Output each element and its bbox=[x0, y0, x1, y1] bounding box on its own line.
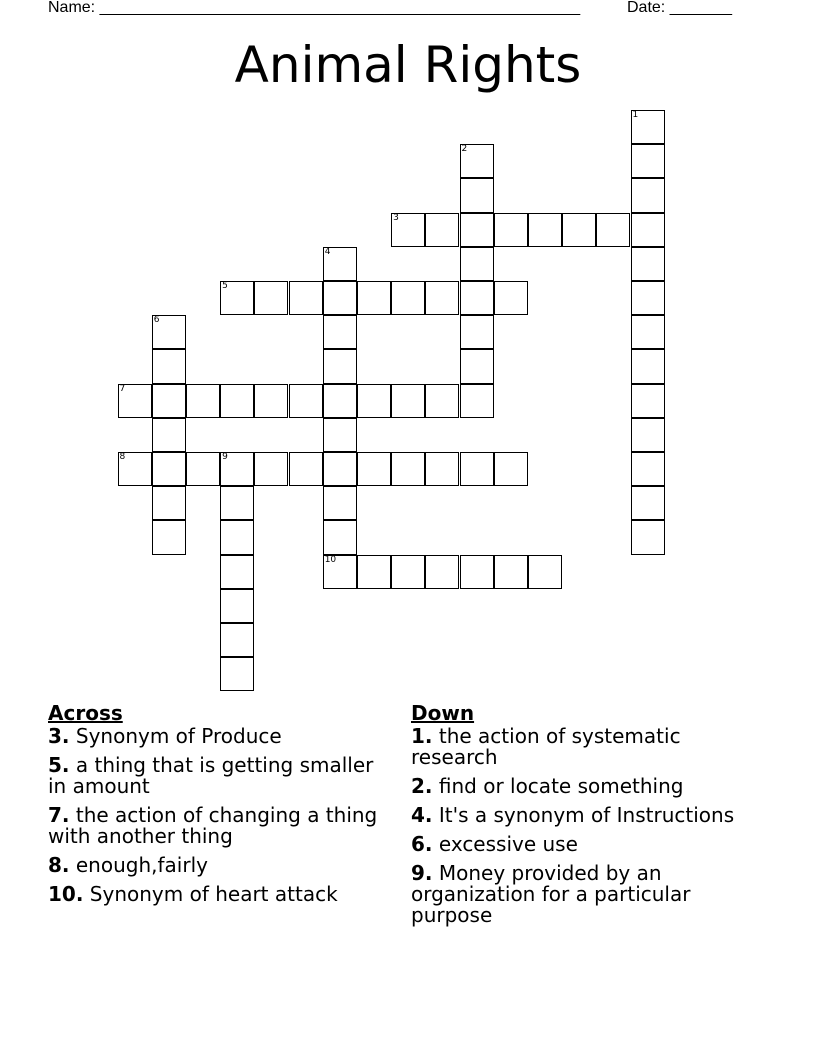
down-clue bbox=[411, 776, 756, 797]
grid-cell[interactable] bbox=[118, 452, 152, 486]
grid-cell[interactable] bbox=[631, 520, 665, 554]
grid-cell[interactable] bbox=[631, 281, 665, 315]
grid-cell[interactable] bbox=[460, 178, 494, 212]
grid-cell[interactable] bbox=[186, 384, 220, 418]
grid-cell[interactable] bbox=[631, 110, 665, 144]
grid-cell[interactable] bbox=[220, 281, 254, 315]
grid-cell[interactable] bbox=[631, 144, 665, 178]
grid-cell[interactable] bbox=[323, 281, 357, 315]
clue-number: 3 bbox=[393, 212, 399, 223]
grid-cell[interactable] bbox=[152, 349, 186, 383]
grid-cell[interactable] bbox=[460, 315, 494, 349]
across-clues bbox=[48, 700, 393, 913]
clue-number: 7 bbox=[119, 383, 126, 394]
grid-cell[interactable] bbox=[323, 349, 357, 383]
grid-cell[interactable] bbox=[425, 281, 459, 315]
grid-cell[interactable] bbox=[528, 213, 562, 247]
down-clue bbox=[411, 726, 756, 768]
grid-cell[interactable] bbox=[391, 452, 425, 486]
grid-cell[interactable] bbox=[631, 384, 665, 418]
grid-cell[interactable] bbox=[631, 178, 665, 212]
grid-cell[interactable] bbox=[494, 281, 528, 315]
across-clue bbox=[48, 855, 393, 876]
grid-cell[interactable] bbox=[631, 418, 665, 452]
clue-text: enough,fairly bbox=[75, 853, 208, 877]
grid-cell[interactable] bbox=[254, 452, 288, 486]
clue-number: 6 bbox=[153, 315, 160, 326]
clue-number: 2. bbox=[411, 774, 433, 798]
down-heading: Down bbox=[411, 701, 475, 725]
clue-text: a thing that is getting smaller in amount bbox=[48, 753, 374, 798]
grid-cell[interactable] bbox=[357, 452, 391, 486]
grid-cell[interactable] bbox=[494, 555, 528, 589]
grid-cell[interactable] bbox=[357, 555, 391, 589]
clue-number: 10. bbox=[48, 882, 84, 906]
down-clue bbox=[411, 834, 756, 855]
grid-cell[interactable] bbox=[460, 452, 494, 486]
clue-number: 3. bbox=[48, 724, 70, 748]
grid-cell[interactable] bbox=[220, 657, 254, 691]
page-title: Animal Rights bbox=[234, 36, 582, 94]
grid-cell[interactable] bbox=[152, 418, 186, 452]
clue-number: 9 bbox=[222, 452, 228, 462]
grid-cell[interactable] bbox=[460, 555, 494, 589]
clue-number: 4. bbox=[411, 803, 433, 827]
grid-cell[interactable] bbox=[460, 281, 494, 315]
clue-number: 1 bbox=[632, 110, 639, 120]
grid-cell[interactable] bbox=[323, 418, 357, 452]
grid-cell[interactable] bbox=[391, 281, 425, 315]
grid-cell[interactable] bbox=[323, 486, 357, 520]
grid-cell[interactable] bbox=[220, 623, 254, 657]
grid-cell[interactable] bbox=[631, 452, 665, 486]
down-clues bbox=[411, 700, 756, 934]
across-clue bbox=[48, 755, 393, 797]
grid-cell[interactable] bbox=[425, 452, 459, 486]
grid-cell[interactable] bbox=[596, 213, 630, 247]
grid-cell[interactable] bbox=[152, 452, 186, 486]
clue-number: 4 bbox=[324, 246, 331, 257]
grid-cell[interactable] bbox=[460, 213, 494, 247]
grid-cell[interactable] bbox=[425, 213, 459, 247]
grid-cell[interactable] bbox=[391, 384, 425, 418]
clue-text: Synonym of heart attack bbox=[89, 882, 338, 906]
grid-cell[interactable] bbox=[460, 247, 494, 281]
grid-cell[interactable] bbox=[152, 384, 186, 418]
grid-cell[interactable] bbox=[220, 589, 254, 623]
grid-cell[interactable] bbox=[425, 555, 459, 589]
grid-cell[interactable] bbox=[631, 213, 665, 247]
grid-cell[interactable] bbox=[118, 384, 152, 418]
grid-cell[interactable] bbox=[357, 384, 391, 418]
clue-number: 5 bbox=[222, 281, 228, 291]
down-clue bbox=[411, 863, 756, 926]
clue-number: 7. bbox=[48, 803, 70, 827]
across-clue bbox=[48, 805, 393, 847]
across-clue bbox=[48, 726, 393, 747]
grid-cell[interactable] bbox=[220, 452, 254, 486]
clue-text: the action of systematic research bbox=[411, 724, 681, 769]
across-clue-list bbox=[48, 726, 393, 905]
grid-cell[interactable] bbox=[323, 384, 357, 418]
clue-text: It's a synonym of Instructions bbox=[438, 803, 735, 827]
date-field-label: Date: _______ bbox=[627, 0, 732, 16]
clue-number: 9. bbox=[411, 861, 433, 885]
grid-cell[interactable] bbox=[152, 486, 186, 520]
clue-text: Money provided by an organization for a particular purpose bbox=[411, 861, 691, 927]
grid-cell[interactable] bbox=[220, 520, 254, 554]
grid-cell[interactable] bbox=[425, 384, 459, 418]
grid-cell[interactable] bbox=[152, 520, 186, 554]
grid-cell[interactable] bbox=[391, 213, 425, 247]
grid-cell[interactable] bbox=[289, 452, 323, 486]
grid-cell[interactable] bbox=[323, 315, 357, 349]
grid-cell[interactable] bbox=[152, 315, 186, 349]
clue-number: 10 bbox=[324, 554, 337, 565]
grid-cell[interactable] bbox=[323, 247, 357, 281]
clue-text: find or locate something bbox=[438, 774, 684, 798]
grid-cell[interactable] bbox=[220, 555, 254, 589]
grid-cell[interactable] bbox=[562, 213, 596, 247]
grid-cell[interactable] bbox=[220, 384, 254, 418]
clue-text: excessive use bbox=[438, 832, 578, 856]
name-field-label: Name: ______________________________________________________ bbox=[48, 0, 581, 16]
clue-number: 8 bbox=[119, 452, 126, 462]
grid-cell[interactable] bbox=[528, 555, 562, 589]
grid-cell[interactable] bbox=[323, 555, 357, 589]
grid-cell[interactable] bbox=[631, 349, 665, 383]
grid-cell[interactable] bbox=[289, 384, 323, 418]
down-clue-list bbox=[411, 726, 756, 926]
grid-cell[interactable] bbox=[186, 452, 220, 486]
grid-cell[interactable] bbox=[323, 452, 357, 486]
clue-number: 6. bbox=[411, 832, 433, 856]
grid-cell[interactable] bbox=[460, 349, 494, 383]
grid-cell[interactable] bbox=[460, 384, 494, 418]
down-clue bbox=[411, 805, 756, 826]
grid-cell[interactable] bbox=[494, 213, 528, 247]
grid-cell[interactable] bbox=[254, 384, 288, 418]
grid-cell[interactable] bbox=[631, 486, 665, 520]
grid-cell[interactable] bbox=[220, 486, 254, 520]
grid-cell[interactable] bbox=[460, 144, 494, 178]
grid-cell[interactable] bbox=[323, 520, 357, 554]
clue-number: 2 bbox=[461, 144, 468, 155]
clue-text: the action of changing a thing with another thing bbox=[48, 803, 378, 848]
across-heading: Across bbox=[48, 701, 123, 725]
clue-number: 1. bbox=[411, 724, 433, 748]
grid-cell[interactable] bbox=[494, 452, 528, 486]
clue-number: 8. bbox=[48, 853, 70, 877]
clue-number: 5. bbox=[48, 753, 70, 777]
clue-text: Synonym of Produce bbox=[75, 724, 282, 748]
grid-cell[interactable] bbox=[357, 281, 391, 315]
grid-cell[interactable] bbox=[631, 247, 665, 281]
grid-cell[interactable] bbox=[254, 281, 288, 315]
grid-cell[interactable] bbox=[391, 555, 425, 589]
grid-cell[interactable] bbox=[289, 281, 323, 315]
across-clue bbox=[48, 884, 393, 905]
grid-cell[interactable] bbox=[631, 315, 665, 349]
